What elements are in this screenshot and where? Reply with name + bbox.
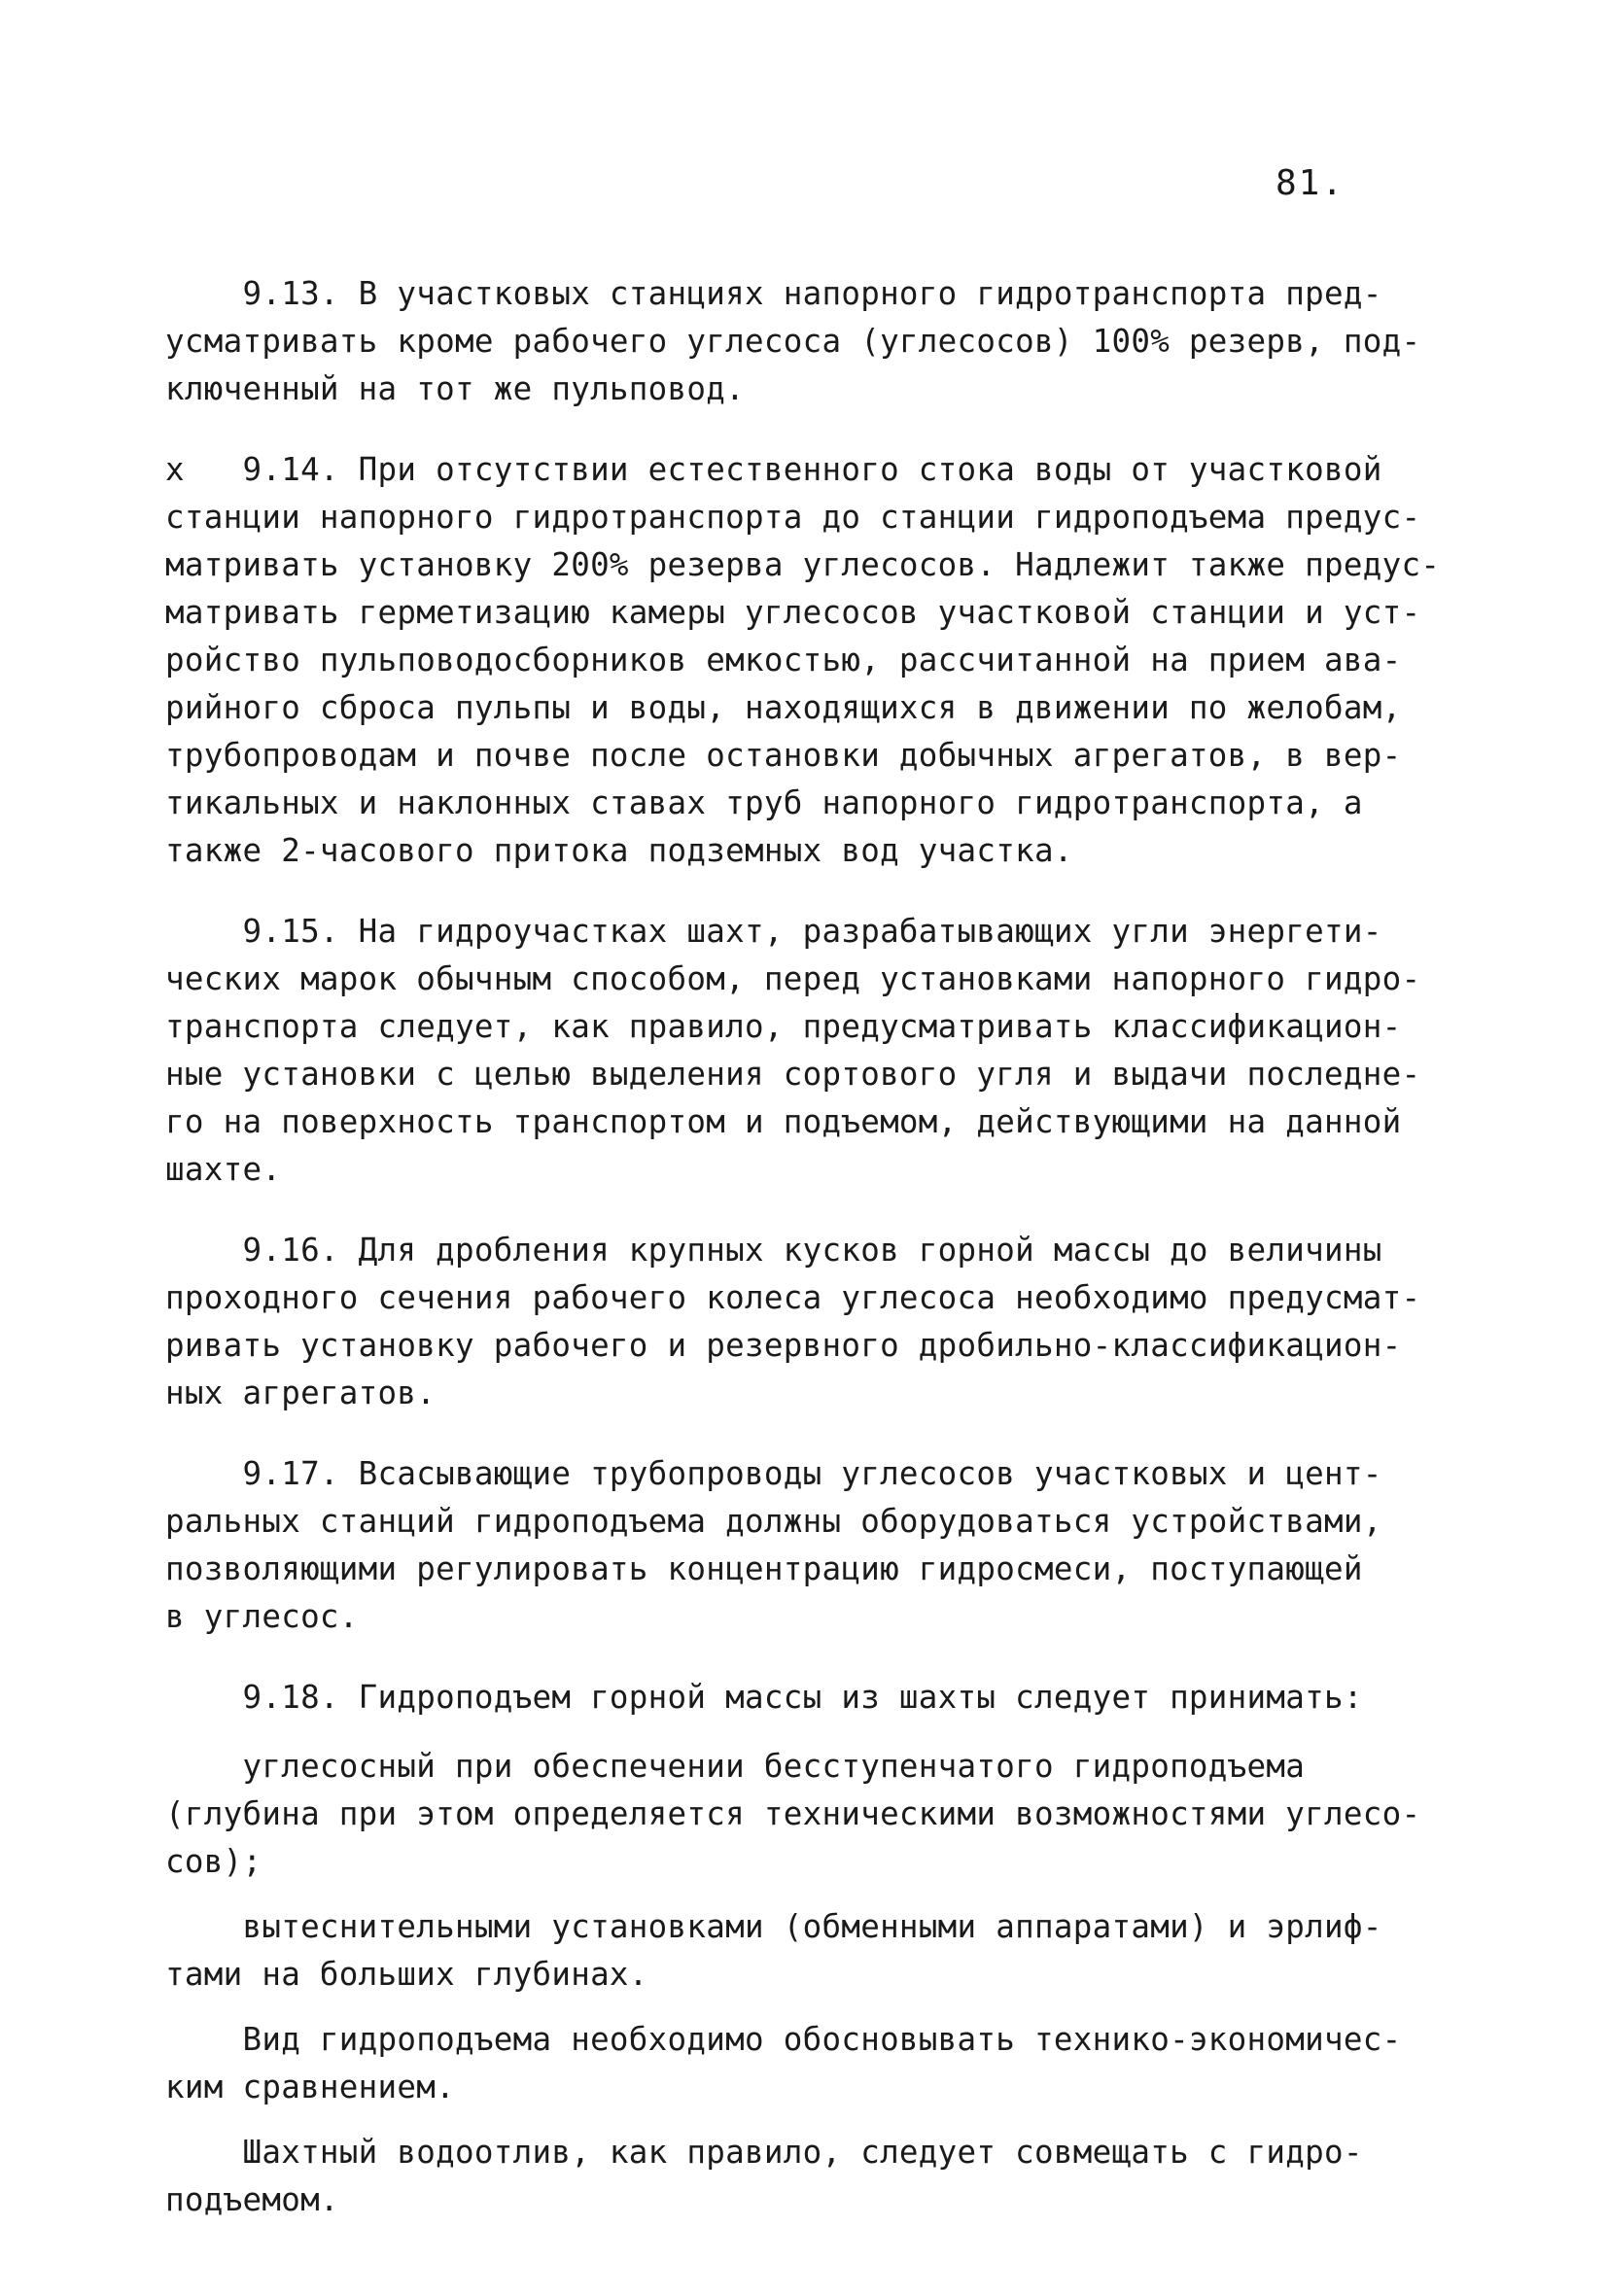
paragraph-9-15 [165, 908, 1468, 1194]
document-body [165, 270, 1468, 2242]
text-line: шахте. [165, 1151, 282, 1188]
text-line: матривать герметизацию камеры углесосов участковой станции и уст- [165, 594, 1421, 631]
text-line: рийного сброса пульпы и воды, находящихся в движении по желобам, [165, 689, 1402, 726]
text-line: ривать установку рабочего и резервного дробильно-классификацион- [165, 1327, 1402, 1364]
text-line: ральных станций гидроподъема должны оборудоваться устройствами, [165, 1503, 1382, 1540]
paragraph-9-18 [165, 1674, 1468, 1722]
paragraph-9-18-justification [165, 2016, 1468, 2111]
text-line: также 2-часового притока подземных вод участка. [165, 832, 1073, 869]
text-line: проходного сечения рабочего колеса углесоса необходимо предусмат- [165, 1279, 1421, 1316]
text-line: сов); [165, 1843, 262, 1880]
text-line: (глубина при этом определяется техническими возможностями углесо- [165, 1795, 1421, 1832]
text-line: вытеснительными установками (обменными аппаратами) и эрлиф- [165, 1908, 1382, 1945]
text-line: позволяющими регулировать концентрацию гидросмеси, поступающей [165, 1550, 1363, 1587]
text-line: углесосный при обеспечении бесступенчатого гидроподъема [165, 1748, 1306, 1785]
text-line: ческих марок обычным способом, перед установками напорного гидро- [165, 960, 1421, 997]
text-line: 9.13. В участковых станциях напорного гидротранспорта пред- [165, 275, 1382, 312]
paragraph-9-13 [165, 270, 1468, 413]
text-line: го на поверхность транспортом и подъемом, действующими на данной [165, 1103, 1402, 1140]
text-line: 9.18. Гидроподъем горной массы из шахты следует принимать: [165, 1679, 1363, 1716]
text-line: усматривать кроме рабочего углесоса (углесосов) 100% резерв, под- [165, 323, 1421, 360]
text-line: тикальных и наклонных ставах труб напорного гидротранспорта, а [165, 784, 1363, 821]
text-line: ных агрегатов. [165, 1374, 437, 1411]
text-line: подъемом. [165, 2181, 339, 2218]
text-line: 9.15. На гидроучастках шахт, разрабатывающих угли энергети- [165, 913, 1382, 950]
text-line: x 9.14. При отсутствии естественного стока воды от участковой [165, 451, 1382, 488]
paragraph-9-17 [165, 1450, 1468, 1641]
text-line: транспорта следует, как правило, предусматривать классификацион- [165, 1008, 1402, 1045]
text-line: 9.16. Для дробления крупных кусков горной массы до величины [165, 1232, 1382, 1269]
text-line: ройство пульповодосборников емкостью, рассчитанной на прием ава- [165, 642, 1402, 678]
paragraph-9-18-drainage [165, 2129, 1468, 2224]
paragraph-9-14 [165, 446, 1468, 875]
paragraph-9-16 [165, 1227, 1468, 1417]
text-line: ключенный на тот же пульповод. [165, 370, 745, 407]
text-line: тами на больших глубинах. [165, 1956, 648, 1993]
text-line: Шахтный водоотлив, как правило, следует совмещать с гидро- [165, 2134, 1363, 2171]
text-line: 9.17. Всасывающие трубопроводы углесосов участковых и цент- [165, 1455, 1382, 1492]
text-line: в углесос. [165, 1598, 359, 1635]
text-line: ким сравнением. [165, 2069, 455, 2105]
text-line: матривать установку 200% резерва углесосов. Надлежит также предус- [165, 546, 1441, 583]
text-line: станции напорного гидротранспорта до станции гидроподъема предус- [165, 499, 1421, 536]
text-line: Вид гидроподъема необходимо обосновывать технико-экономичес- [165, 2021, 1402, 2058]
page-number: 81. [1276, 163, 1346, 203]
paragraph-9-18-item-displacement [165, 1903, 1468, 1999]
paragraph-9-18-item-coal-pump [165, 1743, 1468, 1886]
text-line: ные установки с целью выделения сортового угля и выдачи последне- [165, 1056, 1421, 1093]
text-line: трубопроводам и почве после остановки добычных агрегатов, в вер- [165, 737, 1402, 774]
